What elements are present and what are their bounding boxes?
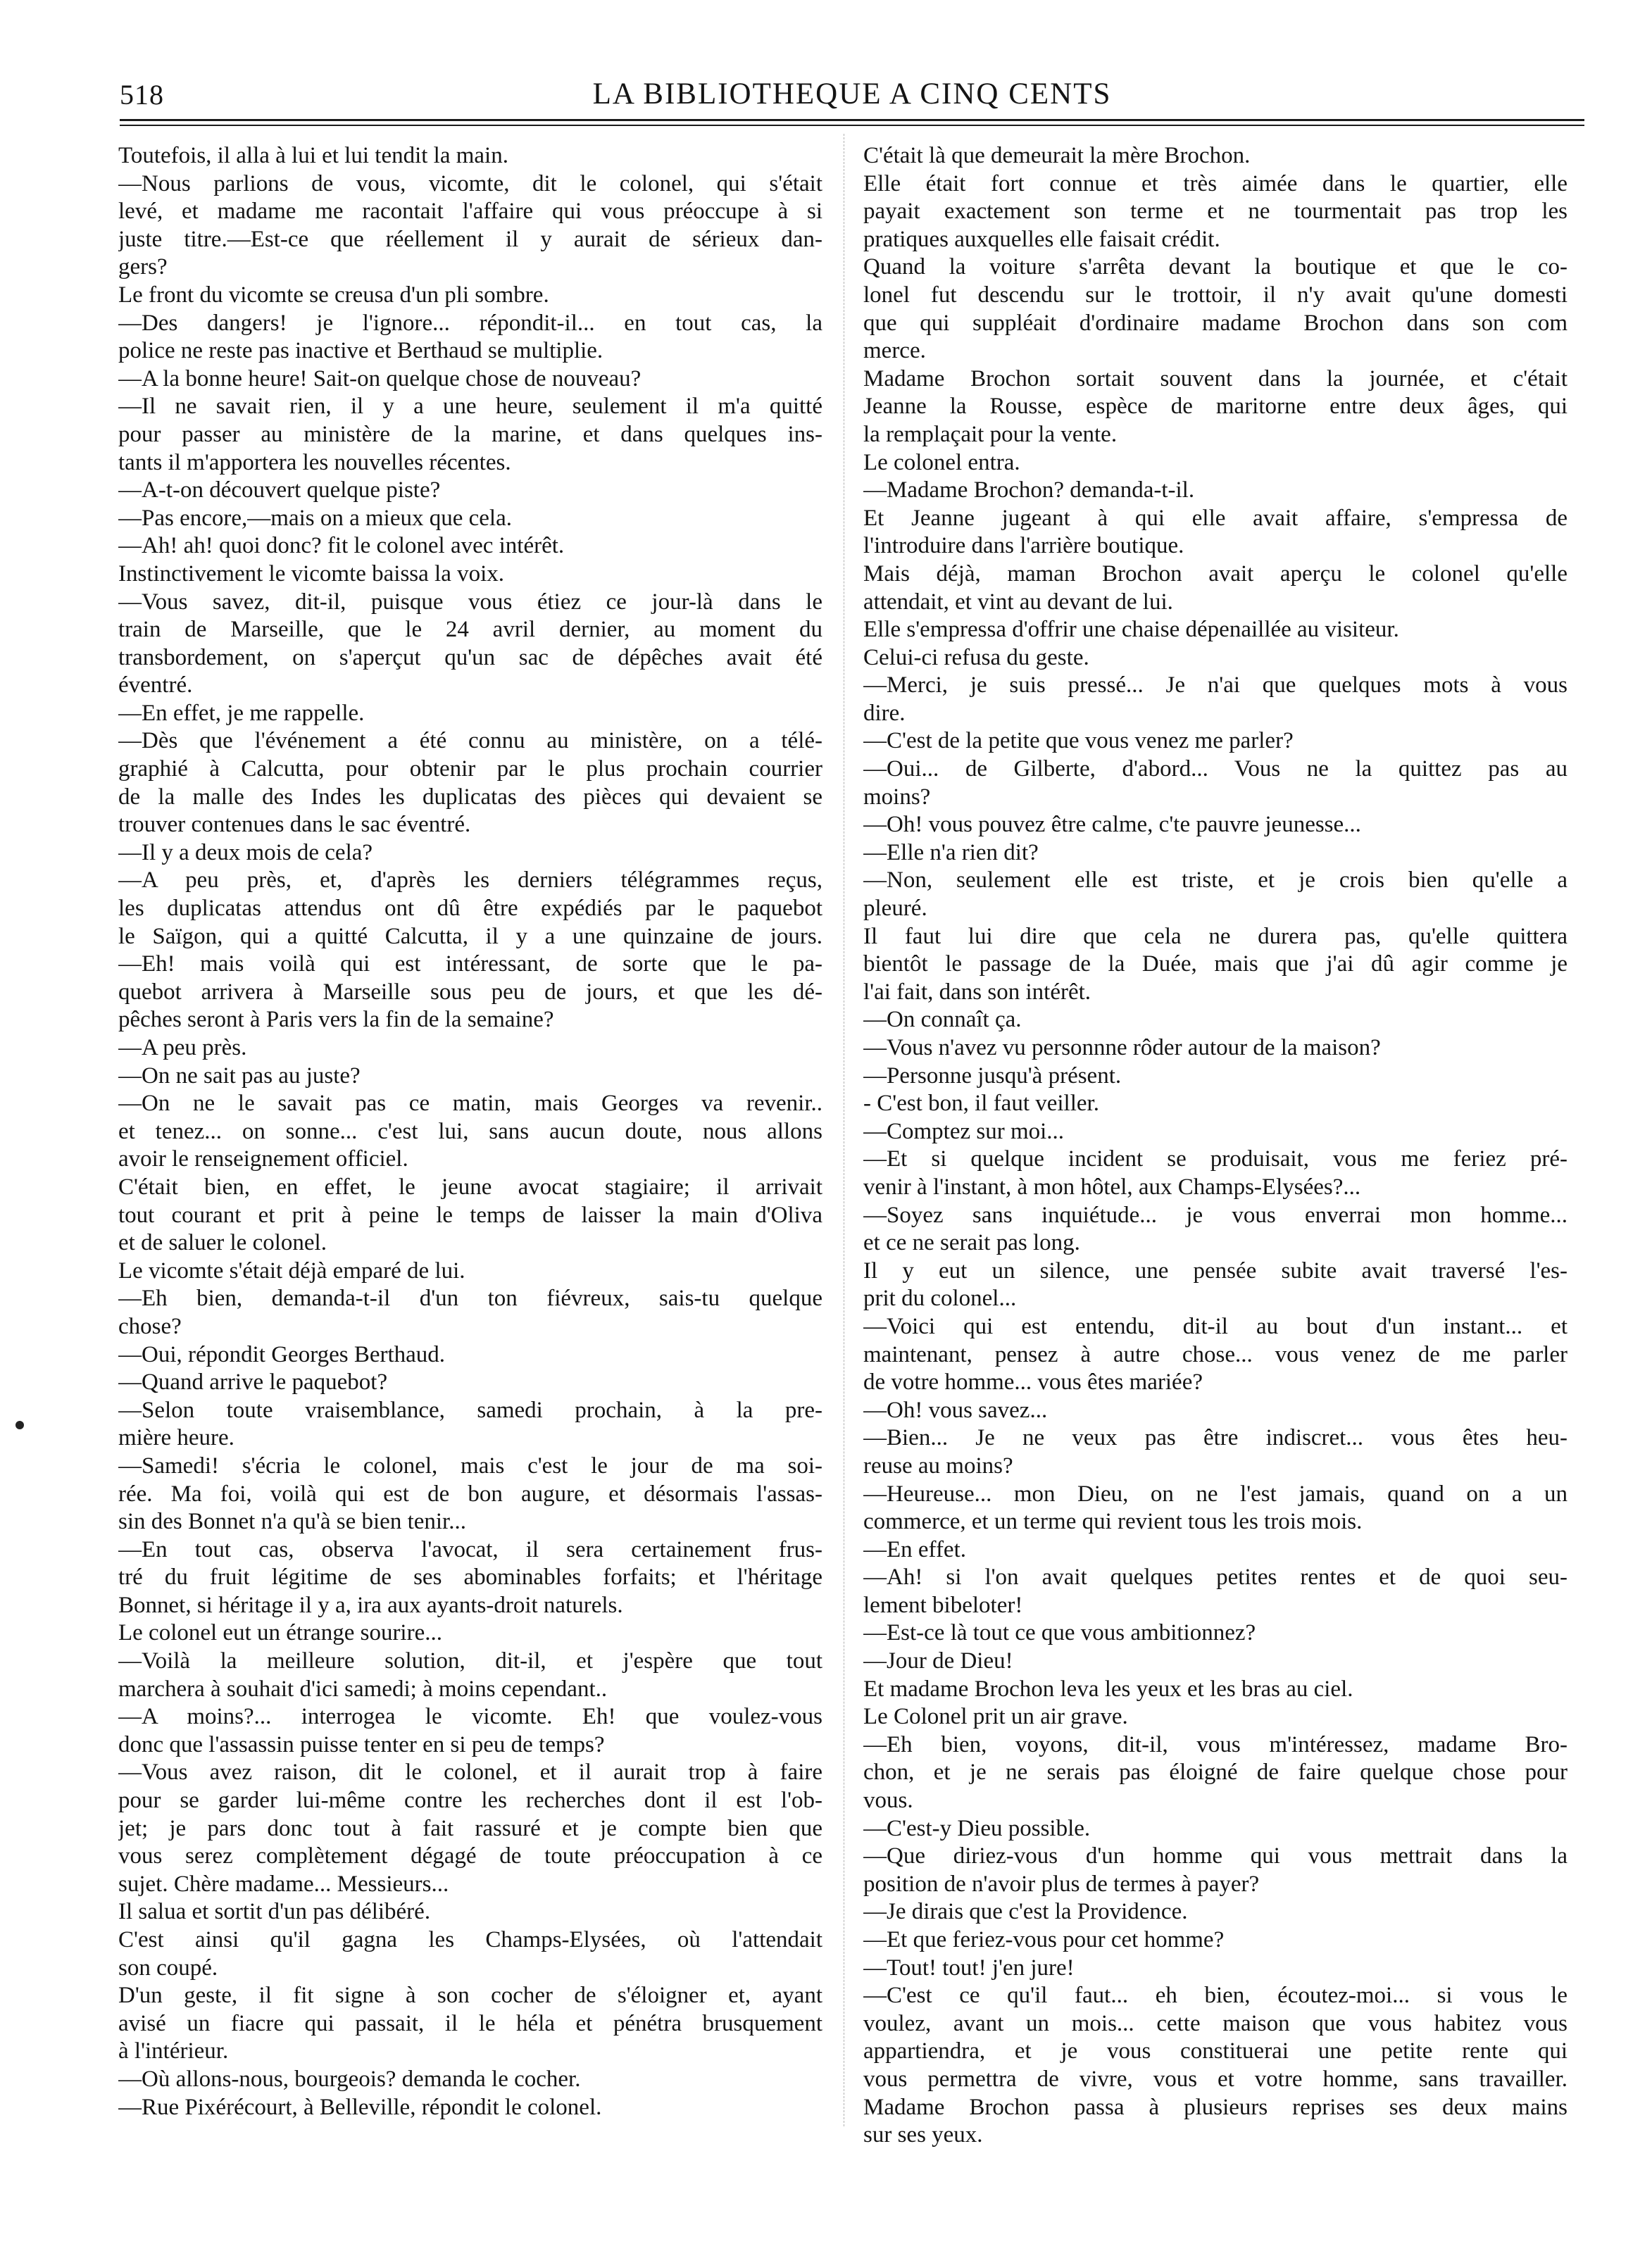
text-line: —Pas encore,—mais on a mieux que cela.: [118, 505, 512, 531]
text-line: le Saïgon, qui a quitté Calcutta, il y a une quinzaine de jours.: [118, 923, 822, 949]
text-column-right: [863, 142, 1567, 2150]
text-line: —Vous avez raison, dit le colonel, et il aurait trop à faire: [118, 1760, 822, 1786]
text-line: —Quand arrive le paquebot?: [118, 1369, 388, 1396]
text-line: —On ne sait pas au juste?: [118, 1062, 361, 1089]
text-line: Le front du vicomte se creusa d'un pli sombre.: [118, 282, 549, 308]
text-line: position de n'avoir plus de termes à payer?: [863, 1871, 1260, 1897]
text-line: Il faut lui dire que cela ne durera pas, qu'elle quittera: [863, 923, 1567, 949]
text-line: sin des Bonnet n'a qu'à se bien tenir...: [118, 1509, 466, 1535]
text-line: —Il ne savait rien, il y a une heure, seulement il m'a quitté: [118, 394, 822, 420]
text-line: prit du colonel...: [863, 1286, 1017, 1312]
text-line: Le Colonel prit un air grave.: [863, 1704, 1128, 1730]
text-line: chose?: [118, 1313, 182, 1339]
text-line: Celui-ci refusa du geste.: [863, 644, 1089, 670]
text-line: moins?: [863, 784, 931, 810]
text-line: —Samedi! s'écria le colonel, mais c'est le jour de ma soi-: [118, 1453, 822, 1479]
text-line: —Bien... Je ne veux pas être indiscret... vous êtes heu-: [863, 1425, 1567, 1451]
text-line: dire.: [863, 700, 906, 726]
text-line: tré du fruit légitime de ses abominables forfaits; et l'héritage: [118, 1565, 822, 1591]
text-line: —Eh bien, voyons, dit-il, vous m'intéressez, madame Bro-: [863, 1731, 1567, 1757]
text-line: —Selon toute vraisemblance, samedi prochain, à la pre-: [118, 1397, 822, 1423]
text-line: voulez, avant un mois... cette maison que vous habitez vous: [863, 2010, 1567, 2036]
text-line: —A la bonne heure! Sait-on quelque chose de nouveau?: [118, 365, 642, 391]
text-line: lonel fut descendu sur le trottoir, il n'y avait qu'une domesti: [863, 282, 1567, 308]
text-line: vous permettra de vivre, vous et votre homme, sans travailler.: [863, 2066, 1567, 2092]
text-line: —Voici qui est entendu, dit-il au bout d'un instant... et: [863, 1313, 1567, 1339]
text-line: —Je dirais que c'est la Providence.: [863, 1899, 1188, 1925]
text-line: lement bibeloter!: [863, 1592, 1023, 1618]
text-line: donc que l'assassin puisse tenter en si peu de temps?: [118, 1731, 605, 1757]
text-line: —Comptez sur moi...: [863, 1118, 1065, 1144]
text-line: —Nous parlions de vous, vicomte, dit le colonel, qui s'était: [118, 170, 822, 196]
text-line: —Voilà la meilleure solution, dit-il, et j'espère que tout: [118, 1648, 822, 1674]
text-line: chon, et je ne serais pas éloigné de faire quelque chose pour: [863, 1760, 1567, 1786]
text-line: pratiques auxquelles elle faisait crédit.: [863, 226, 1220, 252]
text-line: appartiendra, et je vous constituerai une petite rente qui: [863, 2038, 1567, 2064]
text-line: —Non, seulement elle est triste, et je crois bien qu'elle a: [863, 867, 1567, 893]
text-line: —A moins?... interrogea le vicomte. Eh! que voulez-vous: [118, 1704, 822, 1730]
text-line: —Eh! mais voilà qui est intéressant, de sorte que le pa-: [118, 951, 822, 977]
text-line: —Oh! vous pouvez être calme, c'te pauvre jeunesse...: [863, 812, 1361, 838]
text-line: —On connaît ça.: [863, 1007, 1022, 1033]
text-line: —Où allons-nous, bourgeois? demanda le cocher.: [118, 2066, 581, 2092]
text-line: —Ah! si l'on avait quelques petites rentes et de quoi seu-: [863, 1565, 1567, 1591]
text-line: —En tout cas, observa l'avocat, il sera certainement frus-: [118, 1536, 822, 1562]
text-line: Mais déjà, maman Brochon avait aperçu le colonel qu'elle: [863, 560, 1567, 587]
text-line: Instinctivement le vicomte baissa la voix.: [118, 560, 505, 587]
text-line: —A peu près.: [118, 1035, 247, 1060]
text-line: —Merci, je suis pressé... Je n'ai que quelques mots à vous: [863, 672, 1567, 698]
text-line: la remplaçait pour la vente.: [863, 421, 1118, 447]
text-line: gers?: [118, 254, 168, 280]
text-line: —Elle n'a rien dit?: [863, 839, 1039, 865]
text-line: —Oui, répondit Georges Berthaud.: [118, 1341, 446, 1367]
text-line: venir à l'instant, à mon hôtel, aux Champs-Elysées?...: [863, 1174, 1361, 1200]
text-line: —C'est-y Dieu possible.: [863, 1815, 1091, 1841]
text-line: —Eh bien, demanda-t-il d'un ton fiévreux, sais-tu quelque: [118, 1286, 822, 1312]
ink-dot: [15, 1421, 24, 1429]
text-line: D'un geste, il fit signe à son cocher de s'éloigner et, ayant: [118, 1983, 822, 2009]
text-line: Le colonel entra.: [863, 449, 1020, 475]
text-line: —En effet, je me rappelle.: [118, 700, 365, 726]
text-line: —Jour de Dieu!: [863, 1648, 1013, 1674]
text-line: —Et que feriez-vous pour cet homme?: [863, 1927, 1225, 1952]
text-line: attendait, et vint au devant de lui.: [863, 589, 1173, 615]
text-line: Quand la voiture s'arrêta devant la boutique et que le co-: [863, 254, 1567, 280]
text-line: que qui suppléait d'ordinaire madame Brochon dans son com: [863, 310, 1567, 336]
text-line: avoir le renseignement officiel.: [118, 1146, 408, 1172]
header-rule-double: [120, 125, 1584, 126]
text-line: —Vous n'avez vu personnne rôder autour de la maison?: [863, 1035, 1381, 1060]
text-line: police ne reste pas inactive et Berthaud se multiplie.: [118, 338, 603, 364]
text-line: jet; je pars donc tout à fait rassuré et je compte bien que: [118, 1815, 822, 1841]
text-line: vous serez complètement dégagé de toute préoccupation à ce: [118, 1843, 822, 1869]
text-line: de votre homme... vous êtes mariée?: [863, 1369, 1203, 1396]
text-line: juste titre.—Est-ce que réellement il y aurait de sérieux dan-: [118, 226, 822, 252]
text-line: —A-t-on découvert quelque piste?: [118, 477, 441, 503]
text-line: —Soyez sans inquiétude... je vous enverrai mon homme...: [863, 1202, 1567, 1228]
text-line: sur ses yeux.: [863, 2122, 983, 2148]
running-title: LA BIBLIOTHEQUE A CINQ CENTS: [592, 77, 1112, 111]
text-line: merce.: [863, 338, 926, 364]
text-line: pour se garder lui-même contre les recherches dont il est l'ob-: [118, 1788, 822, 1814]
text-line: rée. Ma foi, voilà qui est de bon augure, et désormais l'assas-: [118, 1481, 822, 1507]
text-line: trouver contenues dans le sac éventré.: [118, 812, 471, 838]
text-line: Et madame Brochon leva les yeux et les bras au ciel.: [863, 1676, 1353, 1702]
text-line: payait exactement son terme et ne tourmentait pas trop les: [863, 199, 1567, 225]
text-line: train de Marseille, que le 24 avril dernier, au moment du: [118, 617, 822, 643]
text-line: —C'est ce qu'il faut... eh bien, écoutez-moi... si vous le: [863, 1983, 1567, 2009]
text-line: quebot arrivera à Marseille sous peu de jours, et que les dé-: [118, 979, 822, 1005]
text-line: —Il y a deux mois de cela?: [118, 839, 373, 865]
text-line: —A peu près, et, d'après les derniers télégrammes reçus,: [118, 867, 822, 893]
text-line: —Et si quelque incident se produisait, vous me feriez pré-: [863, 1146, 1567, 1172]
text-line: Et Jeanne jugeant à qui elle avait affaire, s'empressa de: [863, 505, 1567, 531]
text-line: —Des dangers! je l'ignore... répondit-il... en tout cas, la: [118, 310, 822, 336]
text-line: bientôt le passage de la Duée, mais que j'ai dû agir comme je: [863, 951, 1567, 977]
text-line: pleuré.: [863, 896, 927, 922]
text-line: et ce ne serait pas long.: [863, 1230, 1080, 1256]
text-line: —Heureuse... mon Dieu, on ne l'est jamais, quand on a un: [863, 1481, 1567, 1507]
text-line: levé, et madame me racontait l'affaire qui vous préoccupe à si: [118, 199, 822, 225]
text-line: Bonnet, si héritage il y a, ira aux ayants-droit naturels.: [118, 1592, 623, 1618]
text-line: —Tout! tout! j'en jure!: [863, 1955, 1075, 1981]
text-line: Elle était fort connue et très aimée dans le quartier, elle: [863, 170, 1567, 196]
text-line: —Est-ce là tout ce que vous ambitionnez?: [863, 1620, 1256, 1646]
text-line: avisé un fiacre qui passait, il le héla et pénétra brusquement: [118, 2010, 822, 2036]
text-line: —Dès que l'événement a été connu au ministère, on a télé-: [118, 728, 822, 754]
text-line: mière heure.: [118, 1425, 234, 1451]
text-line: de la malle des Indes les duplicatas des pièces qui devaient se: [118, 784, 822, 810]
text-line: C'était là que demeurait la mère Brochon.: [863, 143, 1251, 168]
text-line: Le vicomte s'était déjà emparé de lui.: [118, 1258, 465, 1284]
text-line: —Ah! ah! quoi donc? fit le colonel avec intérêt.: [118, 533, 565, 559]
text-line: reuse au moins?: [863, 1453, 1013, 1479]
text-line: —On ne le savait pas ce matin, mais Georges va revenir..: [118, 1091, 822, 1117]
text-line: pêches seront à Paris vers la fin de la semaine?: [118, 1007, 554, 1033]
text-line: transbordement, on s'aperçut qu'un sac de dépêches avait été: [118, 644, 822, 670]
page-header: [120, 67, 1584, 123]
text-line: C'était bien, en effet, le jeune avocat stagiaire; il arrivait: [118, 1174, 822, 1200]
text-line: Il salua et sortit d'un pas délibéré.: [118, 1899, 431, 1925]
text-line: Madame Brochon sortait souvent dans la journée, et c'était: [863, 365, 1567, 391]
text-line: Jeanne la Rousse, espèce de maritorne entre deux âges, qui: [863, 394, 1567, 420]
text-line: Elle s'empressa d'offrir une chaise dépenaillée au visiteur.: [863, 617, 1399, 643]
text-line: éventré.: [118, 672, 193, 698]
page-number: 518: [120, 79, 164, 111]
text-line: —En effet.: [863, 1536, 967, 1562]
text-line: l'ai fait, dans son intérêt.: [863, 979, 1091, 1005]
text-line: tants il m'apportera les nouvelles récentes.: [118, 449, 511, 475]
text-column-left: [118, 142, 822, 2121]
text-line: sujet. Chère madame... Messieurs...: [118, 1871, 449, 1897]
text-line: Le colonel eut un étrange sourire...: [118, 1620, 442, 1646]
text-line: —C'est de la petite que vous venez me parler?: [863, 728, 1294, 754]
text-line: et de saluer le colonel.: [118, 1230, 327, 1256]
text-line: —Rue Pixérécourt, à Belleville, répondit le colonel.: [118, 2094, 602, 2120]
text-line: et tenez... on sonne... c'est lui, sans aucun doute, nous allons: [118, 1118, 822, 1144]
text-line: Madame Brochon passa à plusieurs reprises ses deux mains: [863, 2094, 1567, 2120]
text-line: —Que diriez-vous d'un homme qui vous mettrait dans la: [863, 1843, 1567, 1869]
text-line: maintenant, pensez à autre chose... vous venez de me parler: [863, 1341, 1567, 1367]
text-line: Il y eut un silence, une pensée subite avait traversé l'es-: [863, 1258, 1567, 1284]
text-line: —Vous savez, dit-il, puisque vous étiez ce jour-là dans le: [118, 589, 822, 615]
header-rule: [120, 119, 1584, 121]
text-line: —Personne jusqu'à présent.: [863, 1062, 1122, 1089]
text-line: commerce, et un terme qui revient tous les trois mois.: [863, 1509, 1363, 1535]
text-line: —Oh! vous savez...: [863, 1397, 1048, 1423]
text-line: son coupé.: [118, 1955, 218, 1981]
text-line: graphié à Calcutta, pour obtenir par le plus prochain courrier: [118, 756, 822, 782]
text-line: l'introduire dans l'arrière boutique.: [863, 533, 1184, 559]
text-line: pour passer au ministère de la marine, et dans quelques ins-: [118, 421, 822, 447]
text-line: les duplicatas attendus ont dû être expédiés par le paquebot: [118, 896, 822, 922]
text-line: marchera à souhait d'ici samedi; à moins cependant..: [118, 1676, 608, 1702]
text-line: tout courant et prit à peine le temps de laisser la main d'Oliva: [118, 1202, 822, 1228]
text-line: —Oui... de Gilberte, d'abord... Vous ne la quittez pas au: [863, 756, 1567, 782]
text-line: Toutefois, il alla à lui et lui tendit la main.: [118, 143, 508, 168]
text-line: à l'intérieur.: [118, 2038, 229, 2064]
text-line: —Madame Brochon? demanda-t-il.: [863, 477, 1195, 503]
text-line: vous.: [863, 1788, 913, 1814]
text-line: - C'est bon, il faut veiller.: [863, 1091, 1099, 1117]
text-line: C'est ainsi qu'il gagna les Champs-Elysées, où l'attendait: [118, 1927, 822, 1952]
